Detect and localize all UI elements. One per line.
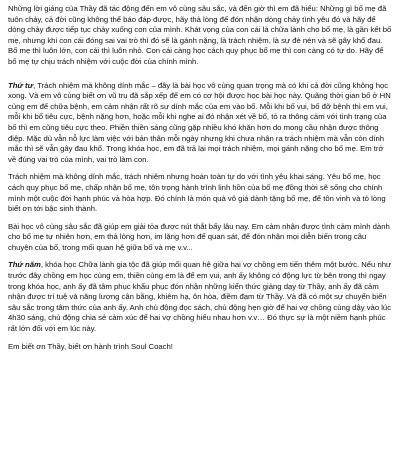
paragraph-2 [8,81,392,166]
paragraph-5-lead: Thứ năm [8,260,41,270]
paragraph-3: Trách nhiệm mà không dính mắc, trách nhiệm nhưng hoàn toàn tự do với tình yêu khai sáng. Yêu bố mẹ, học cách quy phục bố mẹ, chấp nhận bố mẹ, tôn trọng hành trình linh hồn của bố mẹ đồng thời sẽ sống cho chính mình một cuộc đời hạnh phúc và hòa hợp. Đó chính là món quà vô giá dành tặng bố mẹ, để tôn vinh và tỏ lòng biết ơn tới bậc sinh thành. [8,172,386,214]
paragraph-5 [8,260,392,334]
paragraph-2-lead: Thứ tư [8,80,34,90]
closing-line: Em biết ơn Thầy, biết ơn hành trình Soul Coach! [8,341,173,351]
paragraph-4: Bài học vô cùng sâu sắc đã giúp em giải tỏa được nút thắt bấy lâu nay. Em cảm nhận được tình cảm mình dành cho bố mẹ tự nhiên hơn, em thả lỏng hơn, im lặng hơn để quan sát, để đón nhận mọi diễn biến trong câu chuyện của bố, trong mối quan hệ giữa bố và mẹ v.v... [8,221,390,252]
paragraph-1: Những lời giảng của Thầy đã tác động đến em vô cùng sâu sắc, và đến giờ thì em đã hiểu: Những gì bố mẹ đã tuôn chảy, cả đời cũng không thể báo đáp được, hãy thả lòng để đón nhận dòng chảy tình yêu đó và hãy để dòng chảy được tiếp tục chảy xuống con của mình. Khát vọng của con cái là chữa lành cho bố mẹ, là gần kết bố mẹ, nhưng khi con cái đóng sai vai trò thì đó sẽ là gánh nặng, là trách nhiệm, là sự đè nén và sẽ gây khổ đau. Bố mẹ thì luôn lớn, con cái thì luôn nhỏ. Con cái càng học cách quy phục bố mẹ thì con càng có tự do. Hãy để bố mẹ tự chịu trách nhiệm với cuộc đời của chính mình. [8,4,392,66]
paragraph-2-body: , Trách nhiệm mà không dính mắc – đây là bài học vô cùng quan trọng mà có khi cả đời cũng không học xong. Và em vô cùng biết ơn vũ trụ đã sắp xếp để em có cơ hội được học bài học này. Quãng thời gian bố ở HN cùng em để chữa bệnh, em cảm nhận rất rõ sự dính mắc của em vào bố. Mỗi khi bố vui, bố đỡ bệnh thì em vui, mỗi khi bố tiêu cực, bệnh nặng hơn, hoặc mỗi khi nghe ai đó nhận xét về bố, tỏ ra thông cảm với tình trạng của bố thì em cũng tiêu cực theo. Phiền thiền sáng cũng gặp nhiều khó khăn hơn do mong cầu nhận được thông điệp. Mặc dù vẫn nỗ lực làm việc với bản thân mỗi ngày nhưng khi chưa nhận ra trách nhiệm mà vẫn còn dính mắc thì sẽ vẫn gây đau khổ. Trong khóa học, em đã trả lại mọi trách nhiệm, mọi gánh nặng cho bố mẹ. Em trở về đúng vai trò của mình, vai trò làm con. [8,80,391,164]
paragraph-5-body: , khóa học Chữa lành gia tộc đã giúp mối quan hệ giữa hai vợ chồng em tiến thêm một bước. Nếu như trước đây chồng em học cùng em, thiền cùng em là để em vui, anh ấy không có động lực từ bên trong thì ngay trong khóa học, anh ấy đã tâm phục khẩu phục đón nhận những kiến thức giảng dạy từ Thầy, anh ấy đã cảm nhận được trí tuệ và năng lượng cân bằng, khiêm hạ, ôn hòa, điềm đạm từ Thầy. Và đã có một sự chuyển biến sâu sắc trong tâm thức của anh ấy. Anh chủ động đọc sách, chủ động hẹn giờ để hai vợ chồng cùng dậy vào lúc 4h30 sáng, chủ động chia sẻ cảm xúc để hai vợ chồng hiểu nhau hơn v.v… Đó thực sự là một niềm hạnh phúc rất lớn đối với em lúc này. [8,260,392,334]
